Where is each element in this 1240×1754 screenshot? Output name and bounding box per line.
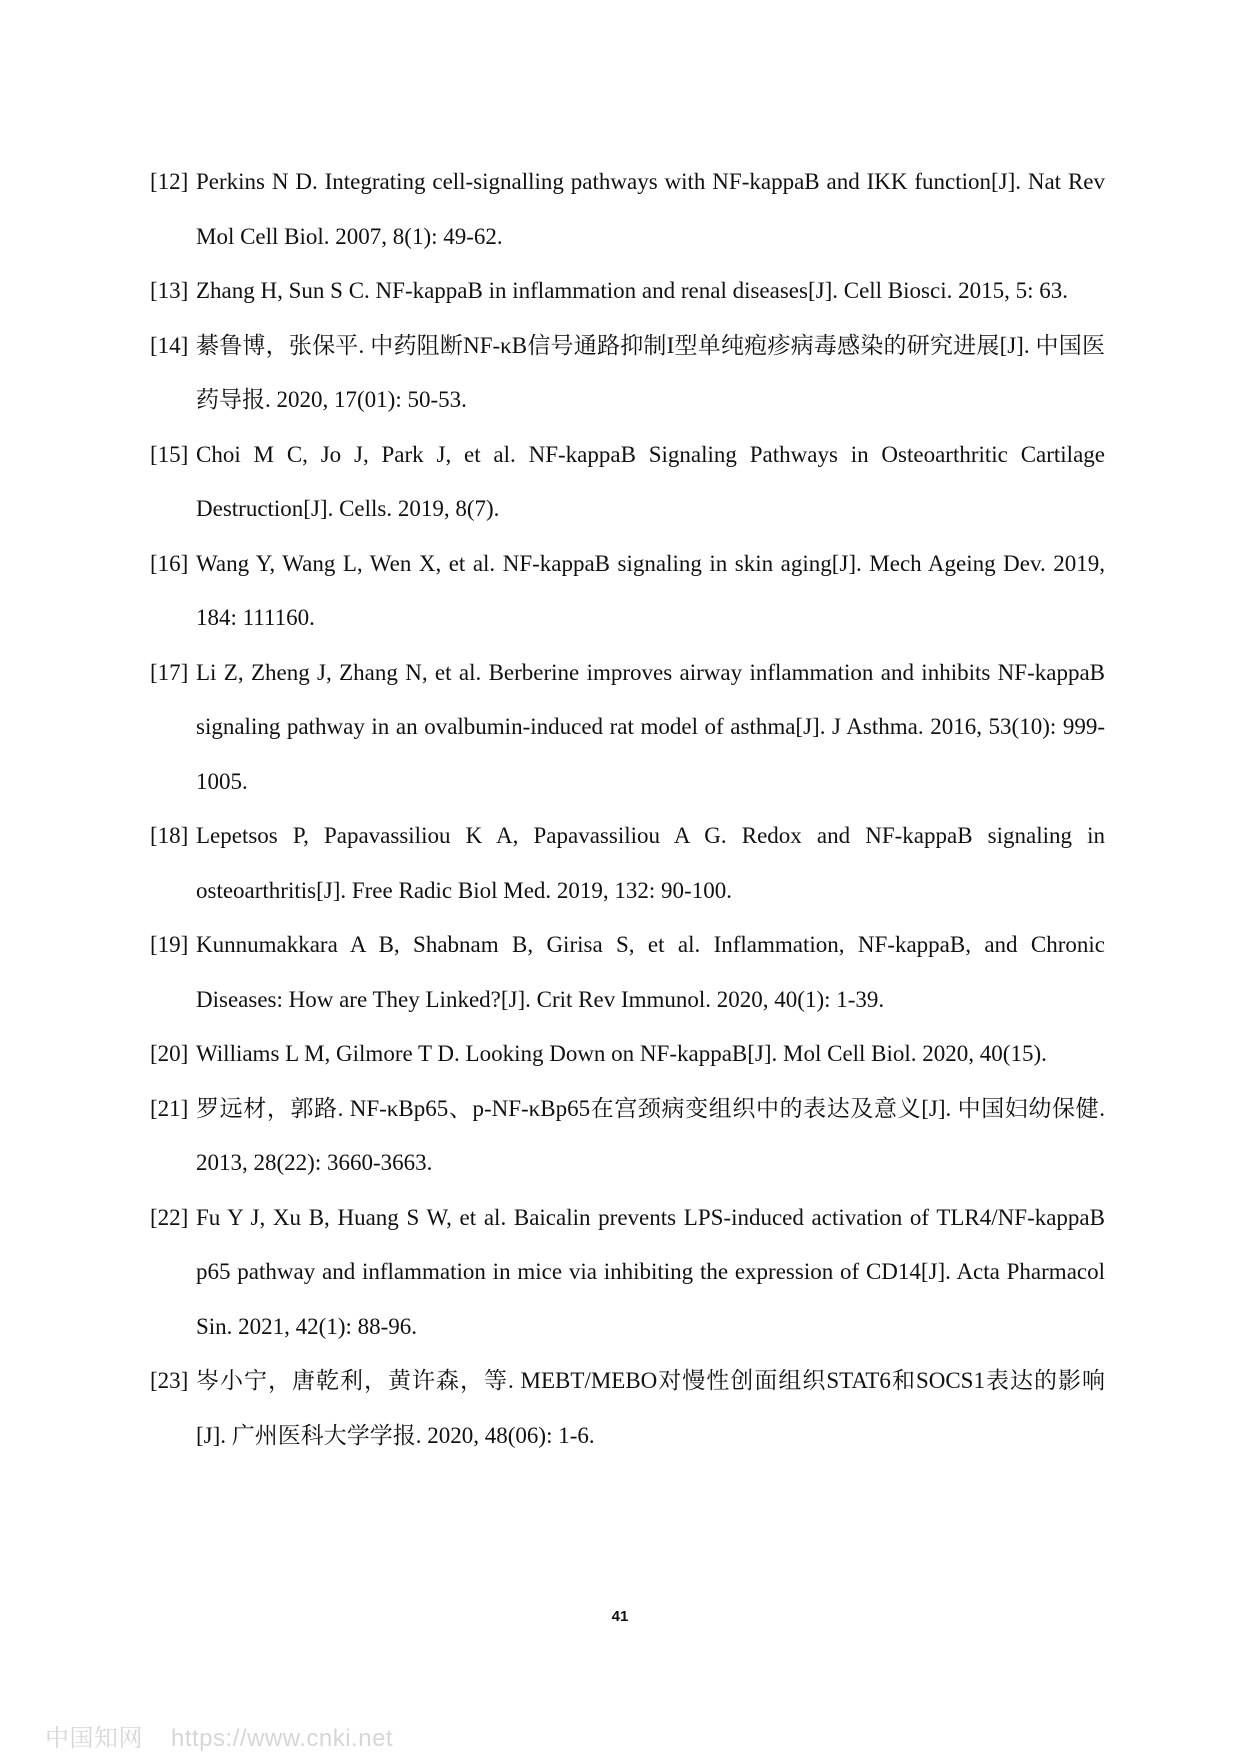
reference-text: 岑小宁，唐乾利，黄许森，等. MEBT/MEBO对慢性创面组织STAT6和SOCS1表达的影响[J]. 广州医科大学学报. 2020, 48(06): 1-6. [196, 1368, 1105, 1448]
reference-text: Perkins N D. Integrating cell-signalling pathways with NF-kappaB and IKK function[J]. Nat Rev Mol Cell Biol. 2007, 8(1): 49-62. [196, 169, 1105, 249]
reference-number: [22] [150, 1204, 189, 1230]
reference-text: Lepetsos P, Papavassiliou K A, Papavassiliou A G. Redox and NF-kappaB signaling in osteoarthritis[J]. Free Radic Biol Med. 2019, 132: 90-100. [196, 823, 1105, 903]
reference-number: [21] [150, 1095, 189, 1121]
reference-item [150, 646, 1105, 810]
reference-text: Zhang H, Sun S C. NF-kappaB in inflammation and renal diseases[J]. Cell Biosci. 2015, 5: 63. [196, 278, 1068, 303]
reference-text: Fu Y J, Xu B, Huang S W, et al. Baicalin prevents LPS-induced activation of TLR4/NF-kappaB p65 pathway and inflammation in mice via inhibiting the expression of CD14[J]. Acta Pharmacol Sin. 2021, 42(1): 88-96. [196, 1204, 1105, 1339]
reference-number: [20] [150, 1041, 189, 1066]
watermark-url: https://www.cnki.net [171, 1725, 394, 1752]
page-number: 41 [611, 1608, 629, 1625]
cnki-watermark [45, 1718, 393, 1753]
watermark-brand: 中国知网 [45, 1725, 143, 1752]
reference-text: 綦鲁博，张保平. 中药阻断NF-κB信号通路抑制I型单纯疱疹病毒感染的研究进展[J]. 中国医药导报. 2020, 17(01): 50-53. [196, 332, 1105, 412]
reference-number: [17] [150, 659, 189, 685]
reference-text: Kunnumakkara A B, Shabnam B, Girisa S, et al. Inflammation, NF-kappaB, and Chronic Diseases: How are They Linked?[J]. Crit Rev Immunol. 2020, 40(1): 1-39. [196, 932, 1105, 1012]
reference-item [150, 264, 1105, 319]
reference-number: [13] [150, 278, 189, 303]
reference-item [150, 537, 1105, 646]
reference-text: Li Z, Zheng J, Zhang N, et al. Berberine improves airway inflammation and inhibits NF-kappaB signaling pathway in an ovalbumin-induced rat model of asthma[J]. J Asthma. 2016, 53(10): 999-1005. [196, 659, 1105, 794]
reference-number: [23] [150, 1368, 189, 1393]
reference-item [150, 918, 1105, 1027]
reference-text: Wang Y, Wang L, Wen X, et al. NF-kappaB signaling in skin aging[J]. Mech Ageing Dev. 2019, 184: 111160. [196, 550, 1105, 630]
reference-list [150, 155, 1105, 1463]
reference-item [150, 319, 1105, 428]
reference-text: Williams L M, Gilmore T D. Looking Down on NF-kappaB[J]. Mol Cell Biol. 2020, 40(15). [196, 1041, 1047, 1066]
reference-item [150, 1027, 1105, 1082]
reference-number: [15] [150, 441, 189, 467]
reference-text: 罗远材，郭路. NF-κBp65、p-NF-κBp65在宫颈病变组织中的表达及意义[J]. 中国妇幼保健. 2013, 28(22): 3660-3663. [196, 1095, 1105, 1175]
reference-number: [12] [150, 169, 189, 194]
reference-item [150, 428, 1105, 537]
reference-number: [16] [150, 550, 189, 576]
reference-number: [18] [150, 823, 189, 848]
reference-item [150, 809, 1105, 918]
reference-number: [14] [150, 332, 189, 358]
reference-item [150, 1082, 1105, 1191]
reference-text: Choi M C, Jo J, Park J, et al. NF-kappaB Signaling Pathways in Osteoarthritic Cartilage Destruction[J]. Cells. 2019, 8(7). [196, 441, 1105, 521]
reference-item [150, 1354, 1105, 1463]
reference-item [150, 155, 1105, 264]
reference-number: [19] [150, 932, 189, 957]
reference-item [150, 1191, 1105, 1355]
